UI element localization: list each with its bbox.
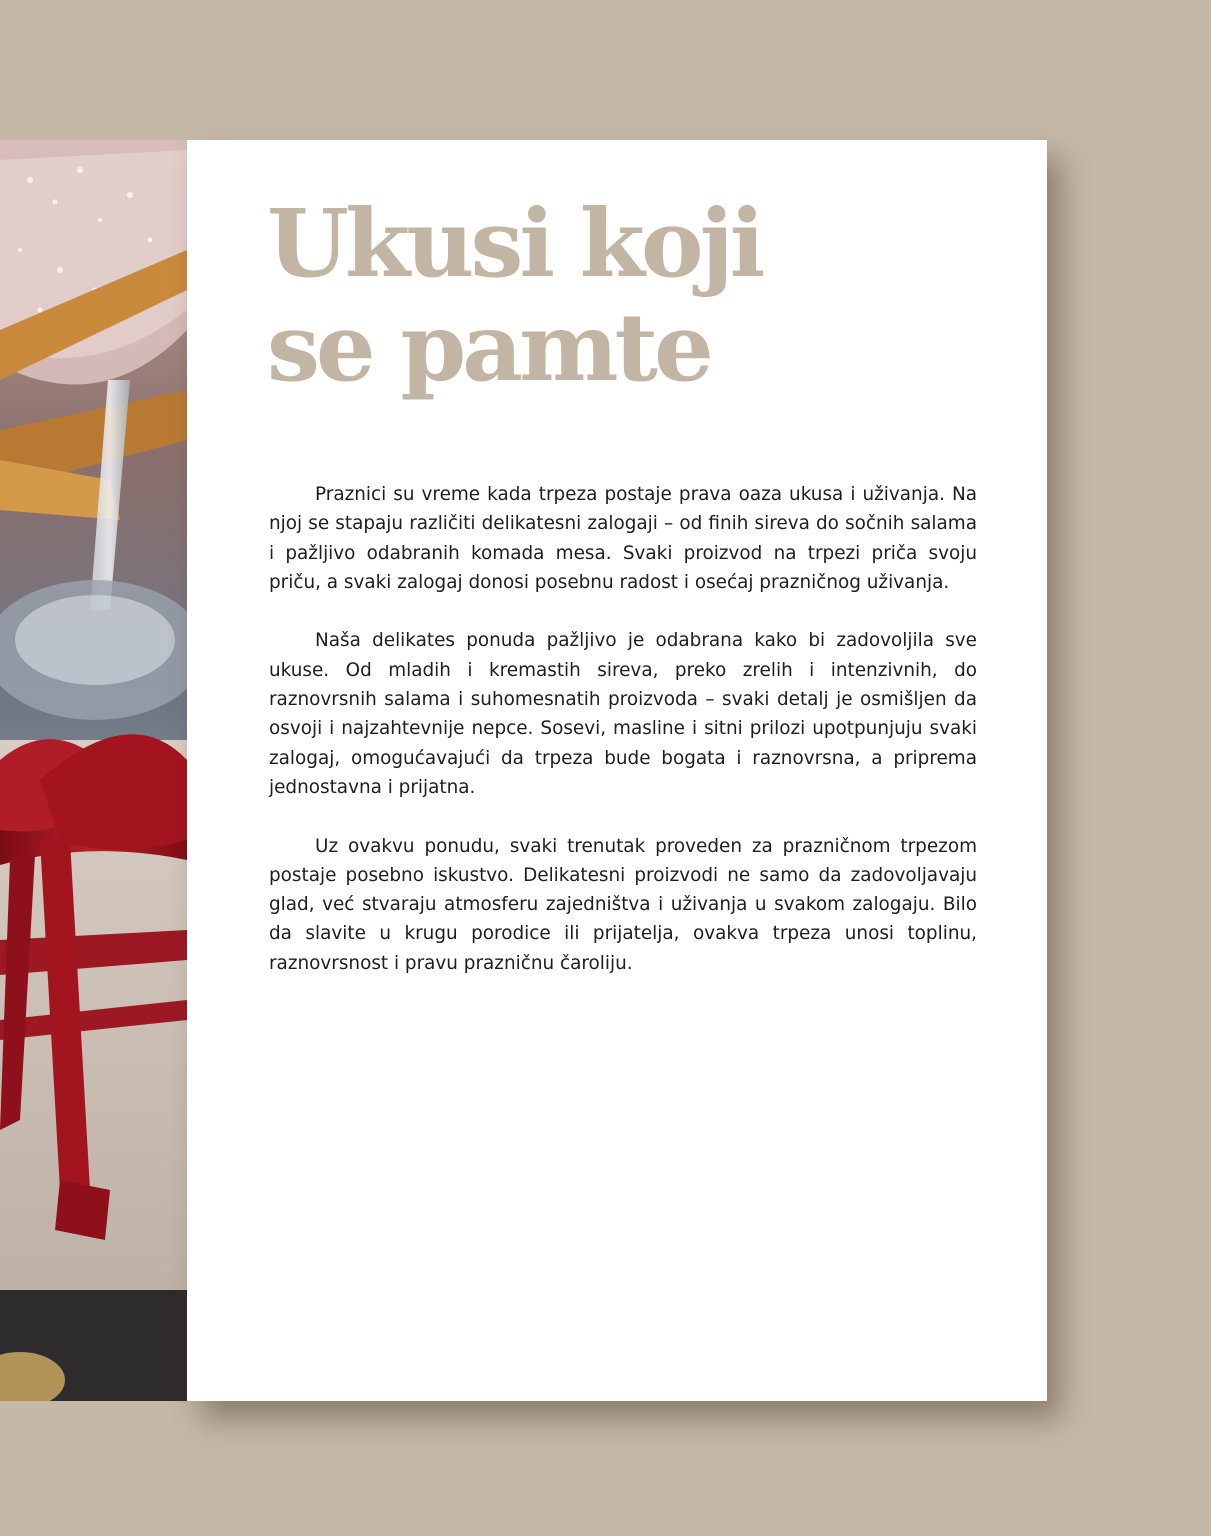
body-text <box>269 480 977 1007</box>
holiday-photo <box>0 140 187 1401</box>
text-page <box>187 140 1047 1401</box>
title-line-1: Ukusi koji <box>267 189 762 299</box>
page-title <box>267 189 762 403</box>
paragraph: Praznici su vreme kada trpeza postaje prava oaza ukusa i uživanja. Na njoj se stapaju različiti delikatesni zalogaji – od finih sireva do sočnih salama i pažljivo odabranih komada mesa. Svaki proizvod na trpezi priča svoju priču, a svaki zalogaj donosi posebnu radost i osećaj prazničnog uživanja. <box>269 484 977 593</box>
paragraph: Uz ovakvu ponudu, svaki trenutak proveden za prazničnom trpezom postaje posebno iskustvo. Delikatesni proizvodi ne samo da zadovoljavaju glad, već stvaraju atmosferu zajedništva i uživanja u svakom zalogaju. Bilo da slavite u krugu porodice ili prijatelja, ovakva trpeza unosi toplinu, raznovrsnost i pravu prazničnu čaroliju. <box>269 835 977 974</box>
paragraph: Naša delikates ponuda pažljivo je odabrana kako bi zadovoljila sve ukuse. Od mladih i kremastih sireva, preko zrelih i intenzivnih, do raznovrsnih salama i suhomesnatih proizvoda – svaki detalj je osmišljen da osvoji i najzahtevnije nepce. Sosevi, masline i sitni prilozi upotpunjuju svaki zalogaj, omogućavajući da trpeza bude bogata i raznovrsna, a priprema jednostavna i prijatna. <box>269 630 977 798</box>
title-line-2: se pamte <box>267 293 710 403</box>
